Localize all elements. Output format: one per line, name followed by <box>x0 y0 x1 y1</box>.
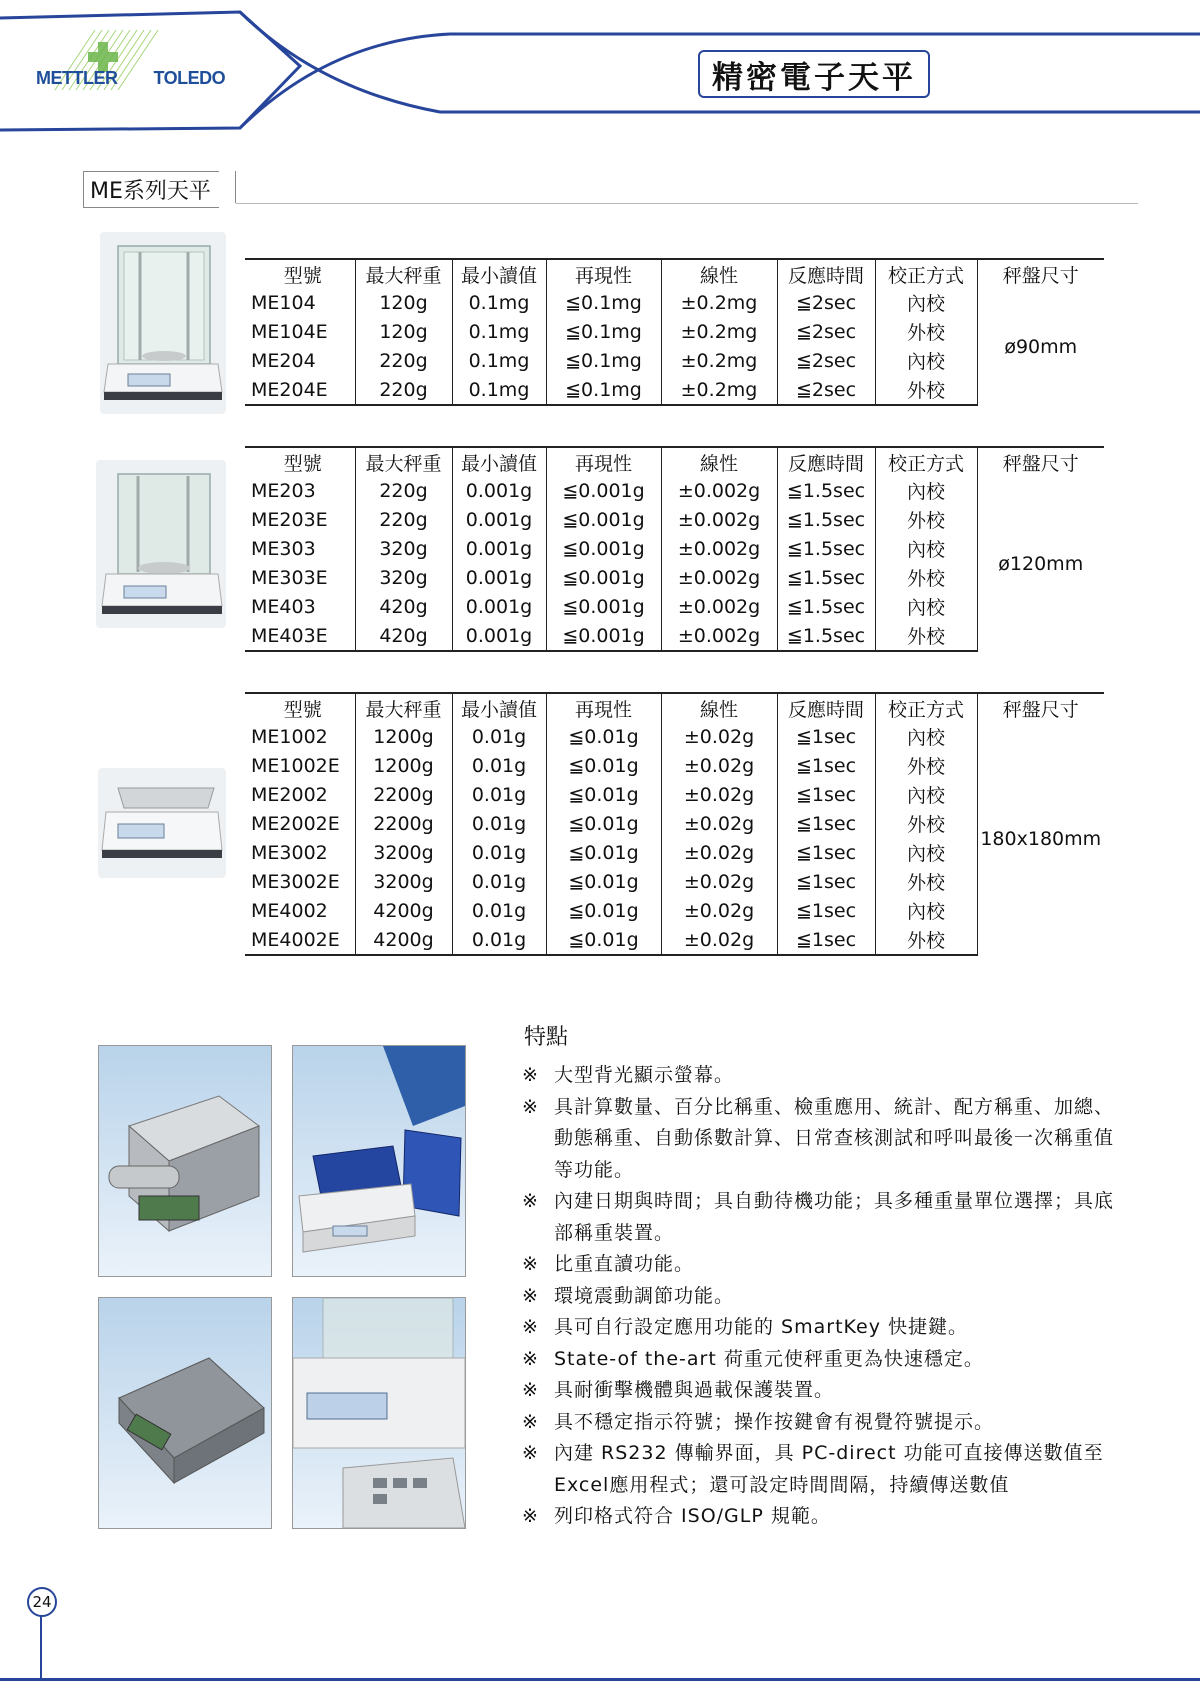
footer-rule <box>0 1678 1200 1681</box>
cell-repeatability: ≦0.001g <box>546 592 661 621</box>
cell-response-time: ≦1.5sec <box>777 563 875 592</box>
reference-mark-icon: ※ <box>522 1316 539 1338</box>
cell-repeatability: ≦0.01g <box>546 838 661 867</box>
cell-response-time: ≦1.5sec <box>777 621 875 651</box>
feature-item <box>522 1281 1132 1313</box>
col-header-repeatability: 再現性 <box>546 259 661 288</box>
table-row <box>245 838 1104 867</box>
table-row <box>245 809 1104 838</box>
cell-calibration: 內校 <box>875 780 977 809</box>
section-divider <box>236 203 1138 204</box>
cell-response-time: ≦1.5sec <box>777 476 875 505</box>
cell-linearity: ±0.2mg <box>661 375 777 405</box>
feature-item <box>522 1375 1132 1407</box>
cell-max-capacity: 420g <box>355 621 452 651</box>
cell-calibration: 外校 <box>875 809 977 838</box>
cell-calibration: 內校 <box>875 476 977 505</box>
table-row <box>245 563 1104 592</box>
cell-max-capacity: 2200g <box>355 780 452 809</box>
table-row <box>245 867 1104 896</box>
cell-calibration: 內校 <box>875 346 977 375</box>
table-row <box>245 505 1104 534</box>
cell-model: ME104 <box>251 291 316 314</box>
cell-readability: 0.001g <box>452 505 546 534</box>
cell-repeatability: ≦0.1mg <box>546 375 661 405</box>
table-row <box>245 896 1104 925</box>
col-header-readability: 最小讀值 <box>452 259 546 288</box>
cell-readability: 0.1mg <box>452 288 546 317</box>
cell-linearity: ±0.02g <box>661 780 777 809</box>
cell-readability: 0.01g <box>452 751 546 780</box>
feature-text: 具不穩定指示符號；操作按鍵會有視覺符號提示。 <box>554 1410 995 1433</box>
cell-response-time: ≦2sec <box>777 346 875 375</box>
cell-response-time: ≦1.5sec <box>777 534 875 563</box>
cell-linearity: ±0.002g <box>661 476 777 505</box>
cell-repeatability: ≦0.01g <box>546 867 661 896</box>
col-header-model: 型號 <box>245 259 355 288</box>
table-header-row <box>245 447 1104 476</box>
cell-linearity: ±0.02g <box>661 722 777 751</box>
cell-model: ME1002E <box>251 754 340 777</box>
col-header-readability: 最小讀值 <box>452 693 546 722</box>
cell-model: ME403E <box>245 621 355 651</box>
brand-left: METTLER <box>36 68 118 88</box>
balance-image-analytical <box>100 232 226 414</box>
cell-calibration: 外校 <box>875 621 977 651</box>
col-header-repeatability: 再現性 <box>546 447 661 476</box>
cell-max-capacity: 3200g <box>355 838 452 867</box>
cell-readability: 0.01g <box>452 838 546 867</box>
feature-item <box>522 1092 1132 1187</box>
cell-max-capacity: 220g <box>355 476 452 505</box>
reference-mark-icon: ※ <box>522 1095 539 1118</box>
cell-model: ME403 <box>251 595 316 618</box>
cell-linearity: ±0.002g <box>661 563 777 592</box>
reference-mark-icon: ※ <box>522 1410 539 1433</box>
cell-response-time: ≦1sec <box>777 809 875 838</box>
table-row <box>245 534 1104 563</box>
photo-counting-application <box>292 1045 466 1277</box>
cell-response-time: ≦1sec <box>777 925 875 955</box>
cell-response-time: ≦1sec <box>777 867 875 896</box>
cell-model: ME104E <box>251 320 328 343</box>
cell-repeatability: ≦0.01g <box>546 780 661 809</box>
feature-text: 內建 RS232 傳輸界面，具 PC-direct 功能可直接傳送數值至 Excel應用程式；還可設定時間間隔，持續傳送數值 <box>554 1442 1104 1496</box>
feature-text: 具可自行設定應用功能的 SmartKey 快捷鍵。 <box>554 1316 968 1338</box>
cell-readability: 0.1mg <box>452 317 546 346</box>
cell-linearity: ±0.02g <box>661 896 777 925</box>
table-row <box>245 621 1104 651</box>
cell-model: ME1002 <box>251 725 328 748</box>
cell-readability: 0.1mg <box>452 346 546 375</box>
spec-table-2 <box>245 446 1104 652</box>
cell-calibration: 內校 <box>875 896 977 925</box>
reference-mark-icon: ※ <box>522 1190 539 1212</box>
col-header-linearity: 線性 <box>661 693 777 722</box>
cell-calibration: 內校 <box>875 838 977 867</box>
cell-readability: 0.001g <box>452 534 546 563</box>
cell-readability: 0.1mg <box>452 375 546 405</box>
col-header-calibration: 校正方式 <box>875 259 977 288</box>
cell-linearity: ±0.02g <box>661 751 777 780</box>
cell-response-time: ≦1.5sec <box>777 592 875 621</box>
photo-load-cell-mechanism <box>98 1045 272 1277</box>
cell-response-time: ≦1sec <box>777 780 875 809</box>
cell-calibration: 外校 <box>875 563 977 592</box>
cell-linearity: ±0.002g <box>661 534 777 563</box>
cell-linearity: ±0.2mg <box>661 346 777 375</box>
features-title: 特點 <box>524 1025 569 1050</box>
table-row <box>245 346 1104 375</box>
feature-text: 大型背光顯示螢幕。 <box>554 1064 735 1086</box>
feature-text: 內建日期與時間；具自動待機功能；具多種重量單位選擇；具底部稱重裝置。 <box>554 1190 1115 1244</box>
cell-repeatability: ≦0.001g <box>546 476 661 505</box>
cell-response-time: ≦1sec <box>777 838 875 867</box>
table-row <box>245 288 1104 317</box>
table-header-row <box>245 693 1104 722</box>
cell-response-time: ≦2sec <box>777 288 875 317</box>
cell-calibration: 外校 <box>875 317 977 346</box>
col-header-response-time: 反應時間 <box>777 447 875 476</box>
cell-max-capacity: 4200g <box>355 925 452 955</box>
cell-repeatability: ≦0.001g <box>546 563 661 592</box>
col-header-model: 型號 <box>245 693 355 722</box>
feature-item <box>522 1344 1132 1376</box>
feature-text: 環境震動調節功能。 <box>554 1284 735 1307</box>
section-divider-tick <box>235 171 236 203</box>
cell-readability: 0.001g <box>452 563 546 592</box>
cell-readability: 0.01g <box>452 925 546 955</box>
feature-item <box>522 1060 1132 1092</box>
cell-max-capacity: 420g <box>355 592 452 621</box>
cell-model: ME303E <box>251 566 328 589</box>
col-header-pan-size: 秤盤尺寸 <box>977 693 1104 722</box>
cell-linearity: ±0.2mg <box>661 317 777 346</box>
cell-linearity: ±0.002g <box>661 592 777 621</box>
cell-repeatability: ≦0.01g <box>546 896 661 925</box>
cell-max-capacity: 320g <box>355 534 452 563</box>
cell-max-capacity: 220g <box>355 375 452 405</box>
section-title: ME系列天平 <box>83 171 219 208</box>
cell-linearity: ±0.02g <box>661 838 777 867</box>
cell-repeatability: ≦0.01g <box>546 751 661 780</box>
cell-model: ME204 <box>251 349 316 372</box>
cell-max-capacity: 120g <box>355 317 452 346</box>
feature-text: State-of the-art 荷重元使秤重更為快速穩定。 <box>554 1347 984 1370</box>
cell-response-time: ≦1.5sec <box>777 505 875 534</box>
cell-readability: 0.01g <box>452 867 546 896</box>
cell-model: ME303 <box>251 537 316 560</box>
cell-repeatability: ≦0.01g <box>546 925 661 955</box>
cell-calibration: 內校 <box>875 288 977 317</box>
cell-repeatability: ≦0.01g <box>546 722 661 751</box>
cell-model: ME4002E <box>245 925 355 955</box>
table-row <box>245 375 1104 405</box>
cell-calibration: 外校 <box>875 375 977 405</box>
col-header-calibration: 校正方式 <box>875 447 977 476</box>
col-header-readability: 最小讀值 <box>452 447 546 476</box>
col-header-linearity: 線性 <box>661 259 777 288</box>
reference-mark-icon: ※ <box>522 1442 539 1464</box>
col-header-max-capacity: 最大秤重 <box>355 259 452 288</box>
reference-mark-icon: ※ <box>522 1253 539 1275</box>
cell-calibration: 外校 <box>875 925 977 955</box>
cell-calibration: 外校 <box>875 751 977 780</box>
feature-item <box>522 1438 1132 1501</box>
feature-item <box>522 1501 1132 1533</box>
col-header-pan-size: 秤盤尺寸 <box>977 259 1104 288</box>
page-number-stem <box>40 1615 42 1679</box>
cell-pan-size: ø120mm <box>977 476 1104 651</box>
cell-max-capacity: 220g <box>355 346 452 375</box>
cell-max-capacity: 1200g <box>355 722 452 751</box>
brand-right: TOLEDO <box>153 68 226 88</box>
cell-linearity: ±0.002g <box>661 621 777 651</box>
cell-model: ME204E <box>245 375 355 405</box>
cell-max-capacity: 120g <box>355 288 452 317</box>
cell-max-capacity: 4200g <box>355 896 452 925</box>
feature-text: 具耐衝擊機體與過載保護裝置。 <box>554 1379 835 1401</box>
cell-readability: 0.01g <box>452 896 546 925</box>
col-header-pan-size: 秤盤尺寸 <box>977 447 1104 476</box>
col-header-linearity: 線性 <box>661 447 777 476</box>
cell-pan-size: ø90mm <box>977 288 1104 405</box>
balance-image-precision <box>96 460 226 628</box>
cell-repeatability: ≦0.001g <box>546 621 661 651</box>
cell-readability: 0.001g <box>452 592 546 621</box>
table-row <box>245 476 1104 505</box>
cell-max-capacity: 1200g <box>355 751 452 780</box>
cell-model: ME2002E <box>251 812 340 835</box>
cell-model: ME2002 <box>251 783 328 806</box>
reference-mark-icon: ※ <box>522 1379 539 1401</box>
reference-mark-icon: ※ <box>522 1064 539 1086</box>
feature-item <box>522 1407 1132 1439</box>
cell-calibration: 外校 <box>875 867 977 896</box>
cell-readability: 0.01g <box>452 809 546 838</box>
cell-max-capacity: 3200g <box>355 867 452 896</box>
cell-model: ME4002 <box>251 899 328 922</box>
balance-image-toploading <box>98 768 226 878</box>
reference-mark-icon: ※ <box>522 1284 539 1307</box>
table-header-row <box>245 259 1104 288</box>
spec-table-1 <box>245 258 1104 406</box>
cell-model: ME3002 <box>251 841 328 864</box>
cell-readability: 0.01g <box>452 722 546 751</box>
col-header-calibration: 校正方式 <box>875 693 977 722</box>
feature-item <box>522 1312 1132 1344</box>
photo-display-terminal <box>292 1297 466 1529</box>
photo-housing-base <box>98 1297 272 1529</box>
cell-model: ME203 <box>251 479 316 502</box>
cell-linearity: ±0.2mg <box>661 288 777 317</box>
cell-model: ME3002E <box>251 870 340 893</box>
table-row <box>245 592 1104 621</box>
cell-linearity: ±0.02g <box>661 925 777 955</box>
cell-max-capacity: 2200g <box>355 809 452 838</box>
cell-linearity: ±0.02g <box>661 809 777 838</box>
col-header-repeatability: 再現性 <box>546 693 661 722</box>
col-header-response-time: 反應時間 <box>777 259 875 288</box>
cell-repeatability: ≦0.1mg <box>546 346 661 375</box>
cell-repeatability: ≦0.001g <box>546 505 661 534</box>
reference-mark-icon: ※ <box>522 1505 539 1527</box>
page-number: 24 <box>27 1587 57 1617</box>
table-row <box>245 780 1104 809</box>
col-header-model: 型號 <box>245 447 355 476</box>
cell-pan-size: 180x180mm <box>977 722 1104 955</box>
page-title: 精密電子天平 <box>698 50 930 98</box>
table-row <box>245 722 1104 751</box>
cell-calibration: 外校 <box>875 505 977 534</box>
cell-readability: 0.001g <box>452 476 546 505</box>
table-row <box>245 925 1104 955</box>
features-list <box>522 1060 1132 1533</box>
cell-repeatability: ≦0.001g <box>546 534 661 563</box>
cell-response-time: ≦1sec <box>777 722 875 751</box>
cell-calibration: 內校 <box>875 722 977 751</box>
cell-calibration: 內校 <box>875 534 977 563</box>
table-row <box>245 751 1104 780</box>
cell-model: ME203E <box>251 508 328 531</box>
col-header-max-capacity: 最大秤重 <box>355 693 452 722</box>
table-row <box>245 317 1104 346</box>
col-header-max-capacity: 最大秤重 <box>355 447 452 476</box>
cell-calibration: 內校 <box>875 592 977 621</box>
cell-max-capacity: 320g <box>355 563 452 592</box>
cell-readability: 0.001g <box>452 621 546 651</box>
cell-response-time: ≦1sec <box>777 896 875 925</box>
cell-linearity: ±0.002g <box>661 505 777 534</box>
feature-item <box>522 1249 1132 1281</box>
cell-response-time: ≦2sec <box>777 375 875 405</box>
cell-repeatability: ≦0.1mg <box>546 317 661 346</box>
feature-text: 比重直讀功能。 <box>554 1253 695 1275</box>
feature-text: 具計算數量、百分比稱重、檢重應用、統計、配方稱重、加總、動態稱重、自動係數計算、日常查核測試和呼叫最後一次稱重值等功能。 <box>554 1095 1115 1181</box>
brand-logo <box>36 68 225 89</box>
cell-max-capacity: 220g <box>355 505 452 534</box>
cell-repeatability: ≦0.1mg <box>546 288 661 317</box>
cell-response-time: ≦2sec <box>777 317 875 346</box>
cell-readability: 0.01g <box>452 780 546 809</box>
feature-text: 列印格式符合 ISO/GLP 規範。 <box>554 1505 831 1527</box>
spec-table-3 <box>245 692 1104 956</box>
feature-item <box>522 1186 1132 1249</box>
cell-response-time: ≦1sec <box>777 751 875 780</box>
col-header-response-time: 反應時間 <box>777 693 875 722</box>
cell-repeatability: ≦0.01g <box>546 809 661 838</box>
reference-mark-icon: ※ <box>522 1347 539 1370</box>
cell-linearity: ±0.02g <box>661 867 777 896</box>
